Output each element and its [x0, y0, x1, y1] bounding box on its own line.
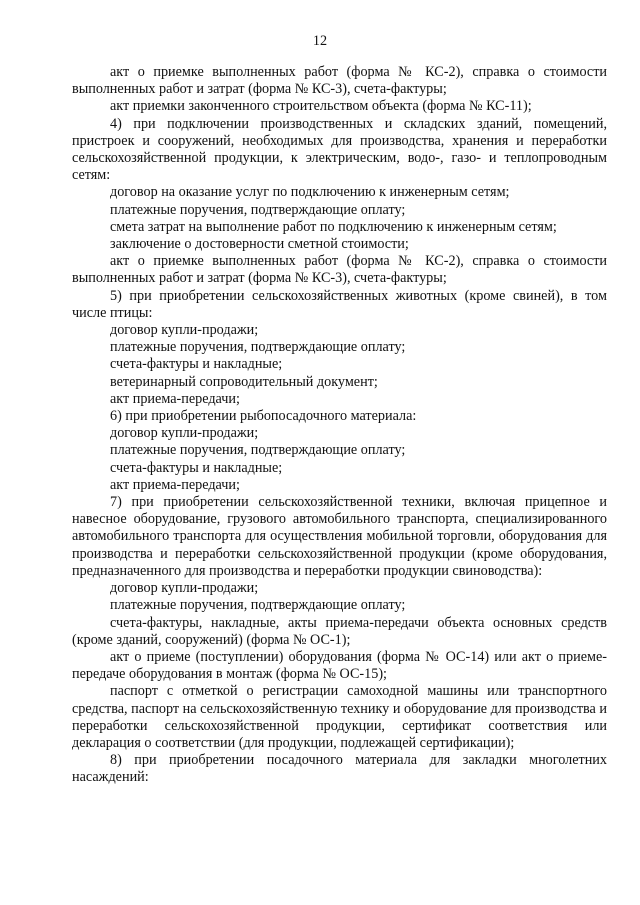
paragraph: счета-фактуры и накладные;: [110, 459, 283, 476]
paragraph: ветеринарный сопроводительный документ;: [110, 373, 378, 390]
paragraph: 4) при подключении производственных и складских зданий, помещений, пристроек и сооружений, необходимых для производства, хранения и переработки сельскохозяйственной продукции, к электрическим, водо-, газо- и теплопроводным сетям:: [72, 115, 607, 184]
paragraph: 5) при приобретении сельскохозяйственных животных (кроме свиней), в том числе птицы:: [72, 287, 607, 321]
paragraph: акт приемки законченного строительством объекта (форма № КС-11);: [110, 98, 532, 115]
paragraph: договор на оказание услуг по подключению к инженерным сетям;: [110, 184, 510, 201]
paragraph: платежные поручения, подтверждающие оплату;: [110, 201, 406, 218]
paragraph: 6) при приобретении рыбопосадочного материала:: [110, 408, 417, 425]
paragraph: договор купли-продажи;: [110, 580, 259, 597]
paragraph: акт приема-передачи;: [110, 476, 240, 493]
paragraph: счета-фактуры, накладные, акты приема-передачи объекта основных средств (кроме зданий, сооружений) (форма № ОС-1);: [72, 614, 607, 648]
paragraph: платежные поручения, подтверждающие оплату;: [110, 597, 406, 614]
paragraph: смета затрат на выполнение работ по подключению к инженерным сетям;: [110, 218, 557, 235]
paragraph: платежные поручения, подтверждающие оплату;: [110, 339, 406, 356]
paragraph: акт о приемке выполненных работ (форма № КС-2), справка о стоимости выполненных работ и затрат (форма № КС-3), счета-фактуры;: [72, 64, 607, 98]
paragraph: акт приема-передачи;: [110, 390, 240, 407]
paragraph: акт о приеме (поступлении) оборудования (форма № ОС-14) или акт о приеме-передаче оборудования в монтаж (форма № ОС-15);: [72, 648, 607, 683]
paragraph: заключение о достоверности сметной стоимости;: [110, 236, 409, 253]
paragraph: 7) при приобретении сельскохозяйственной техники, включая прицепное и навесное оборудование, грузового автомобильного транспорта, специализированного автомобильного транспорта для осуществления мобильной торговли, оборудования для производства и переработки сельскохозяйственной продукции (кроме оборудования, предназначенного для производства и переработки продукции свиноводства):: [72, 494, 607, 579]
paragraph: акт о приемке выполненных работ (форма № КС-2), справка о стоимости выполненных работ и затрат (форма № КС-3), счета-фактуры;: [72, 253, 607, 287]
document-body: [72, 64, 607, 787]
paragraph: договор купли-продажи;: [110, 425, 259, 442]
paragraph: паспорт с отметкой о регистрации самоходной машины или транспортного средства, паспорт на сельскохозяйственную технику и оборудование для производства и переработки сельскохозяйственной продукции, сертификат соответствия или декларация о соответствии (для продукции, подлежащей сертификации);: [72, 683, 607, 751]
paragraph: 8) при приобретении посадочного материала для закладки многолетних насаждений:: [72, 752, 607, 786]
paragraph: договор купли-продажи;: [110, 322, 259, 339]
paragraph: счета-фактуры и накладные;: [110, 356, 283, 373]
page-number: 12: [312, 33, 328, 49]
paragraph: платежные поручения, подтверждающие оплату;: [110, 442, 406, 459]
